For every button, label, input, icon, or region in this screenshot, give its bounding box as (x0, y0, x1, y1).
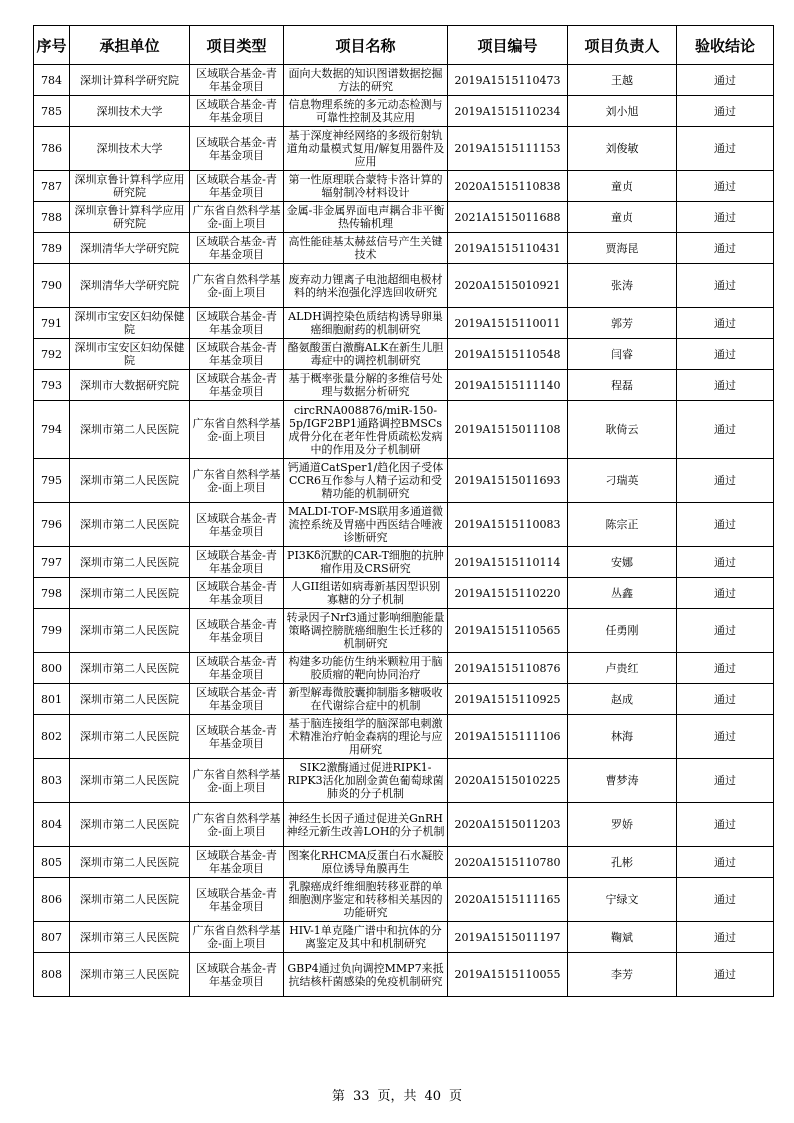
row-index: 793 (34, 370, 70, 401)
row-result: 通过 (677, 233, 774, 264)
row-person: 张涛 (568, 264, 677, 308)
row-unit: 深圳市第二人民医院 (70, 653, 190, 684)
row-index: 797 (34, 547, 70, 578)
table-row (34, 459, 774, 503)
row-result: 通过 (677, 609, 774, 653)
row-type: 广东省自然科学基金-面上项目 (190, 803, 284, 847)
table-row (34, 65, 774, 96)
row-index: 794 (34, 401, 70, 459)
row-person: 孔彬 (568, 847, 677, 878)
row-result: 通过 (677, 264, 774, 308)
row-project-name: GBP4通过负向调控MMP7来抵抗结核杆菌感染的免疫机制研究 (284, 953, 448, 997)
row-unit: 深圳市第三人民医院 (70, 953, 190, 997)
row-index: 806 (34, 878, 70, 922)
row-result: 通过 (677, 503, 774, 547)
row-type: 广东省自然科学基金-面上项目 (190, 759, 284, 803)
table-row (34, 609, 774, 653)
row-unit: 深圳市第二人民医院 (70, 578, 190, 609)
table-row (34, 233, 774, 264)
row-person: 刘小旭 (568, 96, 677, 127)
row-type: 区域联合基金-青年基金项目 (190, 233, 284, 264)
table-row (34, 171, 774, 202)
row-project-code: 2019A1515110220 (448, 578, 568, 609)
row-project-name: 基于深度神经网络的多级衍射轨道角动量模式复用/解复用器件及应用 (284, 127, 448, 171)
table-row (34, 847, 774, 878)
row-project-name: 图案化RHCMA反蛋白石水凝胶原位诱导角膜再生 (284, 847, 448, 878)
row-index: 800 (34, 653, 70, 684)
row-person: 陈宗正 (568, 503, 677, 547)
row-project-code: 2019A1515110548 (448, 339, 568, 370)
row-project-code: 2020A1515010921 (448, 264, 568, 308)
row-project-code: 2019A1515110011 (448, 308, 568, 339)
row-project-code: 2019A1515110431 (448, 233, 568, 264)
row-unit: 深圳技术大学 (70, 96, 190, 127)
row-index: 790 (34, 264, 70, 308)
row-project-name: 转录因子Nrf3通过影响细胞能量策略调控膀胱癌细胞生长迁移的机制研究 (284, 609, 448, 653)
row-result: 通过 (677, 401, 774, 459)
row-project-name: 乳腺癌成纤维细胞转移亚群的单细胞测序鉴定和转移相关基因的功能研究 (284, 878, 448, 922)
table-row (34, 401, 774, 459)
row-unit: 深圳市宝安区妇幼保健院 (70, 308, 190, 339)
row-project-name: 新型解毒微胶囊抑制脂多糖吸收在代谢综合症中的机制 (284, 684, 448, 715)
row-unit: 深圳市第二人民医院 (70, 715, 190, 759)
row-unit: 深圳计算科学研究院 (70, 65, 190, 96)
row-person: 程磊 (568, 370, 677, 401)
row-result: 通过 (677, 953, 774, 997)
row-project-name: 构建多功能仿生纳米颗粒用于脑胶质瘤的靶向协同治疗 (284, 653, 448, 684)
row-project-name: 酪氨酸蛋白激酶ALK在新生儿胆毒症中的调控机制研究 (284, 339, 448, 370)
table-row (34, 308, 774, 339)
table-row (34, 547, 774, 578)
row-index: 786 (34, 127, 70, 171)
row-unit: 深圳市第二人民医院 (70, 547, 190, 578)
row-person: 罗娇 (568, 803, 677, 847)
row-result: 通过 (677, 96, 774, 127)
table-row (34, 653, 774, 684)
row-type: 广东省自然科学基金-面上项目 (190, 401, 284, 459)
row-result: 通过 (677, 578, 774, 609)
row-result: 通过 (677, 922, 774, 953)
row-person: 林海 (568, 715, 677, 759)
table-body (34, 65, 774, 997)
row-type: 区域联合基金-青年基金项目 (190, 878, 284, 922)
row-type: 区域联合基金-青年基金项目 (190, 339, 284, 370)
table-row (34, 803, 774, 847)
row-index: 788 (34, 202, 70, 233)
row-project-code: 2019A1515110925 (448, 684, 568, 715)
table-row (34, 684, 774, 715)
row-type: 区域联合基金-青年基金项目 (190, 715, 284, 759)
row-result: 通过 (677, 202, 774, 233)
row-project-name: 面向大数据的知识图谱数据挖掘方法的研究 (284, 65, 448, 96)
table-row (34, 578, 774, 609)
row-index: 801 (34, 684, 70, 715)
table-row (34, 96, 774, 127)
table-row (34, 202, 774, 233)
row-type: 广东省自然科学基金-面上项目 (190, 264, 284, 308)
row-unit: 深圳市第二人民医院 (70, 759, 190, 803)
row-person: 宁绿文 (568, 878, 677, 922)
header-person: 项目负责人 (568, 26, 677, 65)
row-person: 卢贵红 (568, 653, 677, 684)
row-project-code: 2019A1515110083 (448, 503, 568, 547)
row-index: 799 (34, 609, 70, 653)
row-person: 丛鑫 (568, 578, 677, 609)
row-unit: 深圳市第二人民医院 (70, 847, 190, 878)
row-index: 784 (34, 65, 70, 96)
header-result: 验收结论 (677, 26, 774, 65)
row-project-code: 2019A1515111153 (448, 127, 568, 171)
row-result: 通过 (677, 803, 774, 847)
row-project-name: SIK2激酶通过促进RIPK1-RIPK3活化加剧金黄色葡萄球菌肺炎的分子机制 (284, 759, 448, 803)
row-person: 刁瑞英 (568, 459, 677, 503)
row-unit: 深圳市第二人民医院 (70, 684, 190, 715)
row-project-name: 人GII组诺如病毒新基因型识别寡糖的分子机制 (284, 578, 448, 609)
row-unit: 深圳京鲁计算科学应用研究院 (70, 171, 190, 202)
row-project-name: 废弃动力锂离子电池超细电极材料的纳米泡强化浮选回收研究 (284, 264, 448, 308)
table-row (34, 339, 774, 370)
row-result: 通过 (677, 547, 774, 578)
row-person: 耿倚云 (568, 401, 677, 459)
header-type: 项目类型 (190, 26, 284, 65)
row-unit: 深圳清华大学研究院 (70, 264, 190, 308)
row-type: 区域联合基金-青年基金项目 (190, 609, 284, 653)
row-type: 区域联合基金-青年基金项目 (190, 847, 284, 878)
row-result: 通过 (677, 339, 774, 370)
row-unit: 深圳京鲁计算科学应用研究院 (70, 202, 190, 233)
row-index: 785 (34, 96, 70, 127)
row-unit: 深圳市第二人民医院 (70, 401, 190, 459)
row-project-code: 2020A1515110780 (448, 847, 568, 878)
row-result: 通过 (677, 878, 774, 922)
footer-mid: 页，共 (377, 1089, 417, 1104)
row-unit: 深圳技术大学 (70, 127, 190, 171)
row-unit: 深圳市第二人民医院 (70, 609, 190, 653)
row-type: 区域联合基金-青年基金项目 (190, 953, 284, 997)
row-type: 广东省自然科学基金-面上项目 (190, 459, 284, 503)
row-result: 通过 (677, 65, 774, 96)
row-unit: 深圳市第三人民医院 (70, 922, 190, 953)
row-project-code: 2019A1515111106 (448, 715, 568, 759)
row-unit: 深圳市第二人民医院 (70, 803, 190, 847)
row-person: 赵成 (568, 684, 677, 715)
row-project-name: ALDH调控染色质结构诱导卵巢癌细胞耐药的机制研究 (284, 308, 448, 339)
row-project-code: 2019A1515110114 (448, 547, 568, 578)
row-person: 童贞 (568, 171, 677, 202)
row-project-name: 神经生长因子通过促进关GnRH神经元新生改善LOH的分子机制 (284, 803, 448, 847)
header-name: 项目名称 (284, 26, 448, 65)
row-result: 通过 (677, 308, 774, 339)
row-project-code: 2020A1515011203 (448, 803, 568, 847)
row-type: 区域联合基金-青年基金项目 (190, 127, 284, 171)
row-project-code: 2021A1515011688 (448, 202, 568, 233)
row-person: 王越 (568, 65, 677, 96)
row-project-name: HIV-1单克隆广谱中和抗体的分离鉴定及其中和机制研究 (284, 922, 448, 953)
footer-suffix: 页 (449, 1089, 463, 1104)
row-index: 805 (34, 847, 70, 878)
row-project-code: 2019A1515011693 (448, 459, 568, 503)
row-index: 795 (34, 459, 70, 503)
table-row (34, 953, 774, 997)
row-result: 通过 (677, 684, 774, 715)
row-index: 808 (34, 953, 70, 997)
row-result: 通过 (677, 653, 774, 684)
row-project-code: 2019A1515110876 (448, 653, 568, 684)
row-result: 通过 (677, 370, 774, 401)
row-unit: 深圳清华大学研究院 (70, 233, 190, 264)
row-project-code: 2019A1515111140 (448, 370, 568, 401)
table-row (34, 715, 774, 759)
row-project-code: 2019A1515110473 (448, 65, 568, 96)
row-project-name: circRNA008876/miR-150-5p/IGF2BP1通路调控BMSCs成骨分化在老年性骨质疏松发病中的作用及分子机制研 (284, 401, 448, 459)
header-unit: 承担单位 (70, 26, 190, 65)
row-project-name: 基于概率张量分解的多维信号处理与数据分析研究 (284, 370, 448, 401)
table-row (34, 922, 774, 953)
row-person: 李芳 (568, 953, 677, 997)
row-person: 贾海昆 (568, 233, 677, 264)
row-project-code: 2019A1515011197 (448, 922, 568, 953)
table-row (34, 503, 774, 547)
row-result: 通过 (677, 715, 774, 759)
row-project-name: 信息物理系统的多元动态检测与可靠性控制及其应用 (284, 96, 448, 127)
row-person: 安娜 (568, 547, 677, 578)
row-type: 区域联合基金-青年基金项目 (190, 96, 284, 127)
row-index: 802 (34, 715, 70, 759)
footer-page-number: 33 (352, 1089, 370, 1104)
row-index: 804 (34, 803, 70, 847)
row-project-name: 高性能硅基太赫兹信号产生关键技术 (284, 233, 448, 264)
row-project-code: 2019A1515110055 (448, 953, 568, 997)
row-index: 803 (34, 759, 70, 803)
row-result: 通过 (677, 759, 774, 803)
row-result: 通过 (677, 127, 774, 171)
row-unit: 深圳市第二人民医院 (70, 503, 190, 547)
row-project-name: MALDI-TOF-MS联用多通道微流控系统及胃癌中西医结合唾液诊断研究 (284, 503, 448, 547)
row-project-code: 2019A1515110234 (448, 96, 568, 127)
row-unit: 深圳市大数据研究院 (70, 370, 190, 401)
row-type: 广东省自然科学基金-面上项目 (190, 922, 284, 953)
table-row (34, 759, 774, 803)
row-type: 区域联合基金-青年基金项目 (190, 578, 284, 609)
header-code: 项目编号 (448, 26, 568, 65)
row-person: 任勇刚 (568, 609, 677, 653)
row-index: 791 (34, 308, 70, 339)
row-type: 区域联合基金-青年基金项目 (190, 65, 284, 96)
row-project-name: 第一性原理联合蒙特卡洛计算的辐射制冷材料设计 (284, 171, 448, 202)
row-type: 区域联合基金-青年基金项目 (190, 653, 284, 684)
row-project-name: 基于脑连接组学的脑深部电刺激术精准治疗帕金森病的理论与应用研究 (284, 715, 448, 759)
row-type: 广东省自然科学基金-面上项目 (190, 202, 284, 233)
row-result: 通过 (677, 171, 774, 202)
row-type: 区域联合基金-青年基金项目 (190, 503, 284, 547)
row-person: 刘俊敏 (568, 127, 677, 171)
row-unit: 深圳市第二人民医院 (70, 459, 190, 503)
row-type: 区域联合基金-青年基金项目 (190, 547, 284, 578)
project-table (33, 25, 774, 997)
row-person: 鞠斌 (568, 922, 677, 953)
row-index: 807 (34, 922, 70, 953)
table-row (34, 370, 774, 401)
page-footer (0, 1085, 794, 1104)
row-project-code: 2019A1515110565 (448, 609, 568, 653)
table-row (34, 878, 774, 922)
row-type: 区域联合基金-青年基金项目 (190, 684, 284, 715)
row-project-name: 钙通道CatSper1/趋化因子受体CCR6互作参与人精子运动和受精功能的机制研究 (284, 459, 448, 503)
footer-total-pages: 40 (424, 1089, 442, 1104)
row-project-name: 金属-非金属界面电声耦合非平衡热传输机理 (284, 202, 448, 233)
table-row (34, 127, 774, 171)
row-result: 通过 (677, 459, 774, 503)
row-index: 789 (34, 233, 70, 264)
footer-prefix: 第 (331, 1089, 345, 1104)
row-unit: 深圳市第二人民医院 (70, 878, 190, 922)
row-project-name: PI3Kδ沉默的CAR-T细胞的抗肿瘤作用及CRS研究 (284, 547, 448, 578)
header-index: 序号 (34, 26, 70, 65)
row-index: 787 (34, 171, 70, 202)
row-project-code: 2020A1515110838 (448, 171, 568, 202)
row-index: 792 (34, 339, 70, 370)
row-person: 曹梦涛 (568, 759, 677, 803)
row-index: 798 (34, 578, 70, 609)
row-unit: 深圳市宝安区妇幼保健院 (70, 339, 190, 370)
row-project-code: 2019A1515011108 (448, 401, 568, 459)
table-header-row (34, 26, 774, 65)
row-person: 郭芳 (568, 308, 677, 339)
table-row (34, 264, 774, 308)
row-person: 闫睿 (568, 339, 677, 370)
row-person: 童贞 (568, 202, 677, 233)
row-index: 796 (34, 503, 70, 547)
row-project-code: 2020A1515010225 (448, 759, 568, 803)
row-type: 区域联合基金-青年基金项目 (190, 308, 284, 339)
row-result: 通过 (677, 847, 774, 878)
row-type: 区域联合基金-青年基金项目 (190, 171, 284, 202)
row-type: 区域联合基金-青年基金项目 (190, 370, 284, 401)
row-project-code: 2020A1515111165 (448, 878, 568, 922)
